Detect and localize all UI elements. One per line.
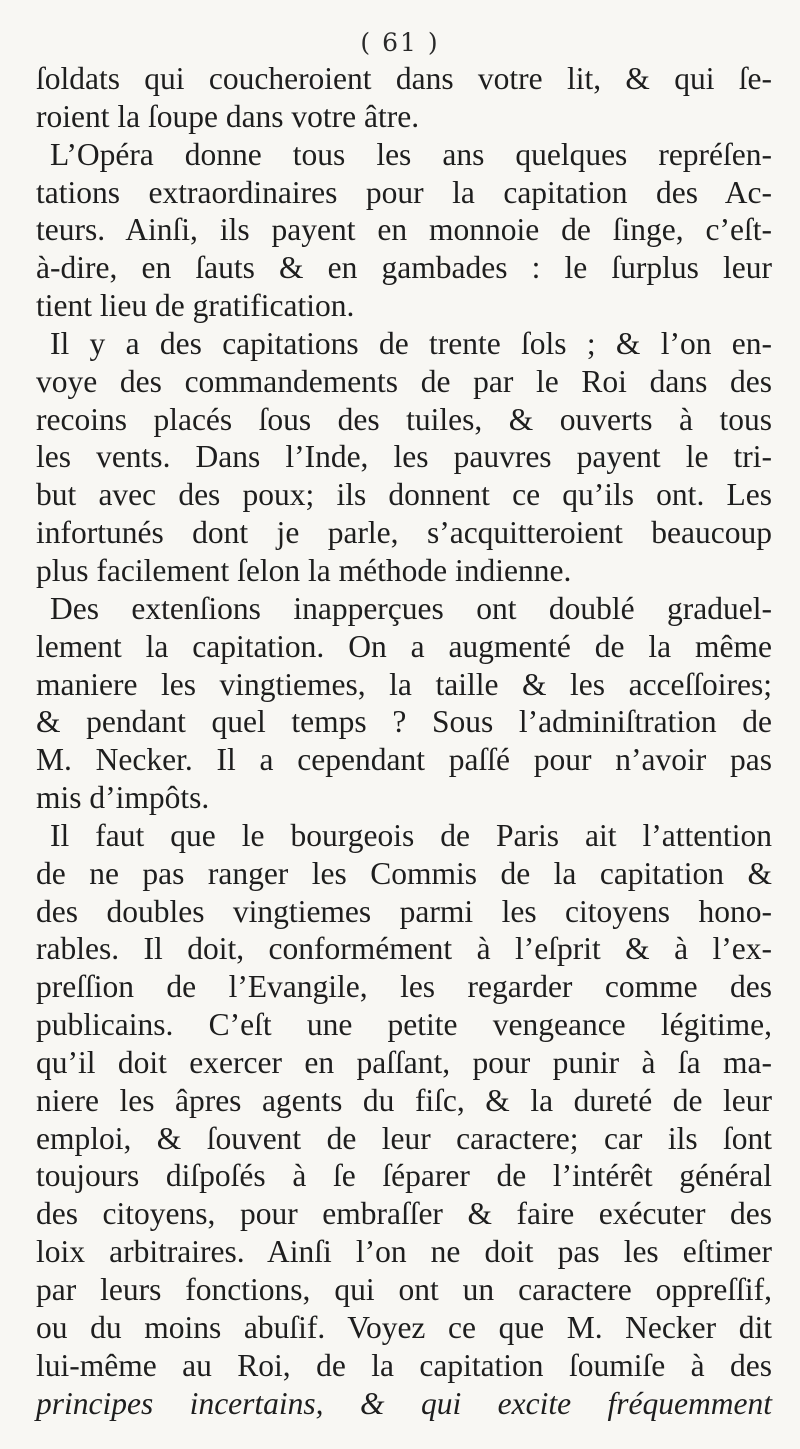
- text-line: Il faut que le bourgeois de Paris ait l’attention: [50, 817, 772, 853]
- text-line: L’Opéra donne tous les ans quelques repréſen-: [50, 136, 772, 172]
- text-line: lement la capitation. On a augmenté de la même: [36, 628, 772, 664]
- text-line: plus facilement ſelon la méthode indienne.: [36, 552, 572, 588]
- text-line: toujours diſpoſés à ſe ſéparer de l’intérêt général: [36, 1158, 772, 1194]
- text-line: par leurs fonctions, qui ont un caractere oppreſſif,: [36, 1272, 772, 1307]
- text-line: Des extenſions inapperçues ont doublé graduel-: [50, 590, 772, 626]
- text-line: emploi, & ſouvent de leur caractere; car ils ſont: [36, 1120, 772, 1156]
- text-line: ſoldats qui coucheroient dans votre lit, & qui ſe-: [36, 61, 772, 96]
- text-line: qu’il doit exercer en paſſant, pour punir à ſa ma-: [36, 1044, 772, 1080]
- text-line: ou du moins abuſif. Voyez ce que M. Necker dit: [36, 1309, 772, 1345]
- text-line: mis d’impôts.: [36, 780, 210, 816]
- text-line: niere les âpres agents du fiſc, & la dureté de leur: [36, 1082, 772, 1118]
- text-line: tient lieu de gratification.: [36, 288, 355, 324]
- body-text: [36, 60, 772, 1422]
- text-line: preſſion de l’Evangile, les regarder comme des: [36, 969, 772, 1005]
- text-line: loix arbitraires. Ainſi l’on ne doit pas les eſtimer: [36, 1234, 772, 1270]
- text-line: les vents. Dans l’Inde, les pauvres payent le tri-: [36, 439, 772, 475]
- text-line: de ne pas ranger les Commis de la capitation &: [36, 855, 772, 891]
- text-line: tations extraordinaires pour la capitation des Ac-: [36, 174, 772, 210]
- text-line: & pendant quel temps ? Sous l’adminiſtration de: [36, 704, 772, 740]
- text-line: but avec des poux; ils donnent ce qu’ils ont. Les: [36, 477, 772, 513]
- text-line: Il y a des capitations de trente ſols ; & l’on en-: [50, 325, 772, 361]
- text-line: rables. Il doit, conformément à l’eſprit & à l’ex-: [36, 931, 772, 967]
- text-line: lui-même au Roi, de la capitation ſoumiſe à des: [36, 1347, 772, 1383]
- text-line: à-dire, en ſauts & en gambades : le ſurplus leur: [36, 250, 772, 286]
- text-line: principes incertains, & qui excite fréquemment: [36, 1385, 772, 1421]
- text-line: roient la ſoupe dans votre âtre.: [36, 98, 420, 134]
- text-line: recoins placés ſous des tuiles, & ouverts à tous: [36, 401, 772, 437]
- text-line: teurs. Ainſi, ils payent en monnoie de ſinge, c’eſt-: [36, 212, 772, 248]
- text-line: infortunés dont je parle, s’acquitteroient beaucoup: [36, 515, 772, 551]
- page-number: ( 61 ): [360, 28, 440, 57]
- text-line: M. Necker. Il a cependant paſſé pour n’avoir pas: [36, 742, 772, 778]
- text-line: des citoyens, pour embraſſer & faire exécuter des: [36, 1196, 772, 1232]
- text-line: des doubles vingtiemes parmi les citoyens hono-: [36, 893, 772, 929]
- text-line: voye des commandements de par le Roi dans des: [36, 363, 772, 399]
- text-line: maniere les vingtiemes, la taille & les acceſſoires;: [36, 666, 772, 702]
- text-line: publicains. C’eſt une petite vengeance légitime,: [36, 1007, 772, 1043]
